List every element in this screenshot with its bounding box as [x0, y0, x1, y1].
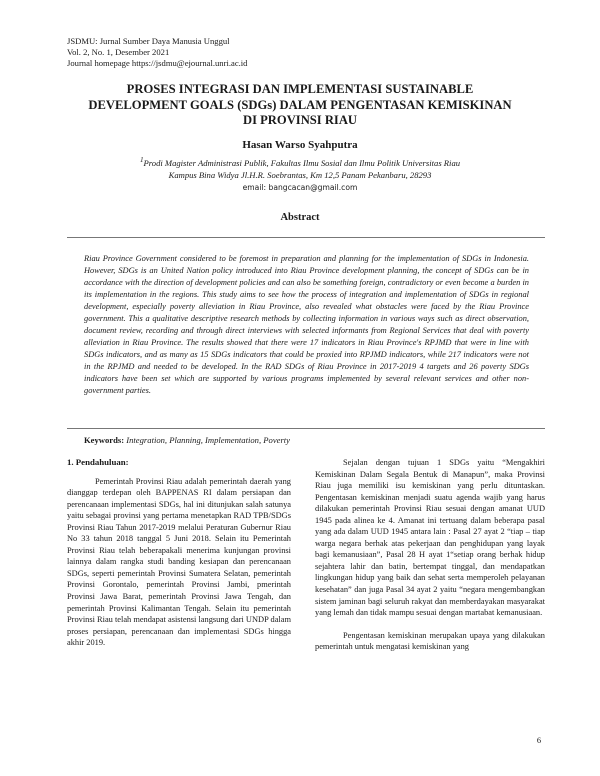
- paper-title: [60, 82, 540, 129]
- affiliation-line-2: Kampus Bina Widya Jl.H.R. Soebrantas, Km 12,5 Panam Pekanbaru, 28293: [168, 170, 432, 181]
- abstract-heading: Abstract: [280, 212, 320, 223]
- body-column-left: [67, 457, 291, 660]
- author-name: Hasan Warso Syahputra: [242, 139, 358, 151]
- author-affiliation: [60, 154, 540, 194]
- affiliation-line-1: Prodi Magister Administrasi Publik, Fakultas Ilmu Sosial dan Ilmu Politik Universitas Riau: [143, 157, 461, 168]
- body-paragraph: Pengentasan kemiskinan merupakan upaya yang dilakukan pemerintah untuk mengatasi kemiskinan yang: [315, 630, 545, 652]
- title-line-2: DEVELOPMENT GOALS (SDGs) DALAM PENGENTASAN KEMISKINAN: [88, 97, 512, 112]
- journal-header: [67, 36, 247, 69]
- keywords-label: Keywords:: [84, 435, 125, 445]
- abstract-text: Riau Province Government considered to be foremost in preparation and planning for the implementation of SDGs in Indonesia. However, SDGs is an United Nation policy introduced into Riau Province development planning, the concept of SDGs can be in accordance with the direction of development policies and can also be something foreign, contradictory or even become a burden in its implementation in the regions. This study aims to see how the process of integration and implementation of SDGs in regional development, especially poverty alleviation in Riau Province, also revealed what obstacles were faced by the Riau Province government. This a qualitative descriptive research methods by collecting information in various ways such as direct observation, document review, recording and through direct interviews with selected informants from Regional Services that deal with poverty alleviation in Riau Province. The results showed that there were 17 indicators in Riau Province's RPJMD that were in line with SDGs indicators, and as many as 15 SDGs indicators that could be proxied into RPJMD indicators, while 217 indicators were not in the RPJMD and needed to be developed. In the RAD SDGs of Riau Province in 2017-2019 4 targets and 26 poverty SDGs indicators have been set which are supported by various programs implemented by several relevant services and other non-government parties.: [84, 254, 529, 395]
- body-column-right: [315, 457, 545, 664]
- author-email: email: bangcacan@gmail.com: [242, 182, 358, 192]
- journal-name: JSDMU: Jurnal Sumber Daya Manusia Unggul: [67, 36, 230, 46]
- keywords-values: Integration, Planning, Implementation, Poverty: [126, 435, 290, 445]
- body-paragraph: Sejalan dengan tujuan 1 SDGs yaitu “Mengakhiri Kemiskinan Dalam Segala Bentuk di Manapun”, maka Provinsi Riau juga memiliki isu kemiskinan yang perlu dituntaskan. Pengentasan kemiskinan menjadi suatu agenda wajib yang harus dilakukan pemerintah Provinsi Riau sesuai dengan amanat UUD 1945 pada alinea ke 4. Amanat ini tertuang dalam beberapa pasal yang ada dalam UUD 1945 antara lain : Pasal 27 ayat 2 “tiap – tiap warga negara berhak atas pekerjaan dan penghidupan yang layak bagi kemanusiaan”, Pasal 28 H ayat 1“setiap orang berhak hidup sejahtera lahir dan batin, bertempat tinggal, dan mendapatkan lingkungan hidup yang baik dan sehat serta memperoleh pelayanan kesehatan” dan juga Pasal 34 ayat 2 yaitu “negara mengembangkan sistem jaminan bagi seluruh rakyat dan memberdayakan masyarakat yang lemah dan tidak mampu sesuai dengan martabat kemanusiaan.: [315, 458, 545, 618]
- title-line-3: DI PROVINSI RIAU: [242, 113, 358, 127]
- keywords: [84, 435, 290, 445]
- page-number: 6: [536, 736, 541, 745]
- body-paragraph: Pemerintah Provinsi Riau adalah pemerintah daerah yang dianggap terdepan oleh BAPPENAS RI dalam persiapan dan perencanaan implementasi SDGs, hal ini ditunjukan salah satunya yaitu sebagai provinsi yang pertama menetapkan RAD TPB/SDGs Provinsi Riau Tahun 2017-2019 melalui Peraturan Gubernur Riau No 33 tahun 2018 tanggal 5 Juni 2018. Selain itu Pemerintah Provinsi Riau telah beberapakali menerima kunjungan provinsi lainnya dalam rangka studi banding kesiapan dan perencanaan SDGs, seperti pemerintah Provinsi Sumatera Selatan, pemerintah Provinsi Gorontalo, pemerintah Provinsi Jambi, pmerintah Provinsi Jawa Barat, pemerintah Provinsi Jawa Tengah, dan pemerintah Provinsi Kalimantan Tengah. Selain itu pemerintah Provinsi Riau telah mendapat asistensi langsung dari UNDP dalam proses persiapan, perencanaan dan implementasi SDGs hingga akhir 2019.: [67, 476, 291, 648]
- journal-homepage: Journal homepage https://jsdmu@ejournal.unri.ac.id: [67, 58, 248, 68]
- section-heading: 1. Pendahuluan:: [67, 457, 129, 467]
- affiliation-superscript: 1: [139, 156, 144, 164]
- journal-volume: Vol. 2, No. 1, Desember 2021: [67, 47, 170, 57]
- title-line-1: PROSES INTEGRASI DAN IMPLEMENTASI SUSTAINABLE: [126, 82, 474, 96]
